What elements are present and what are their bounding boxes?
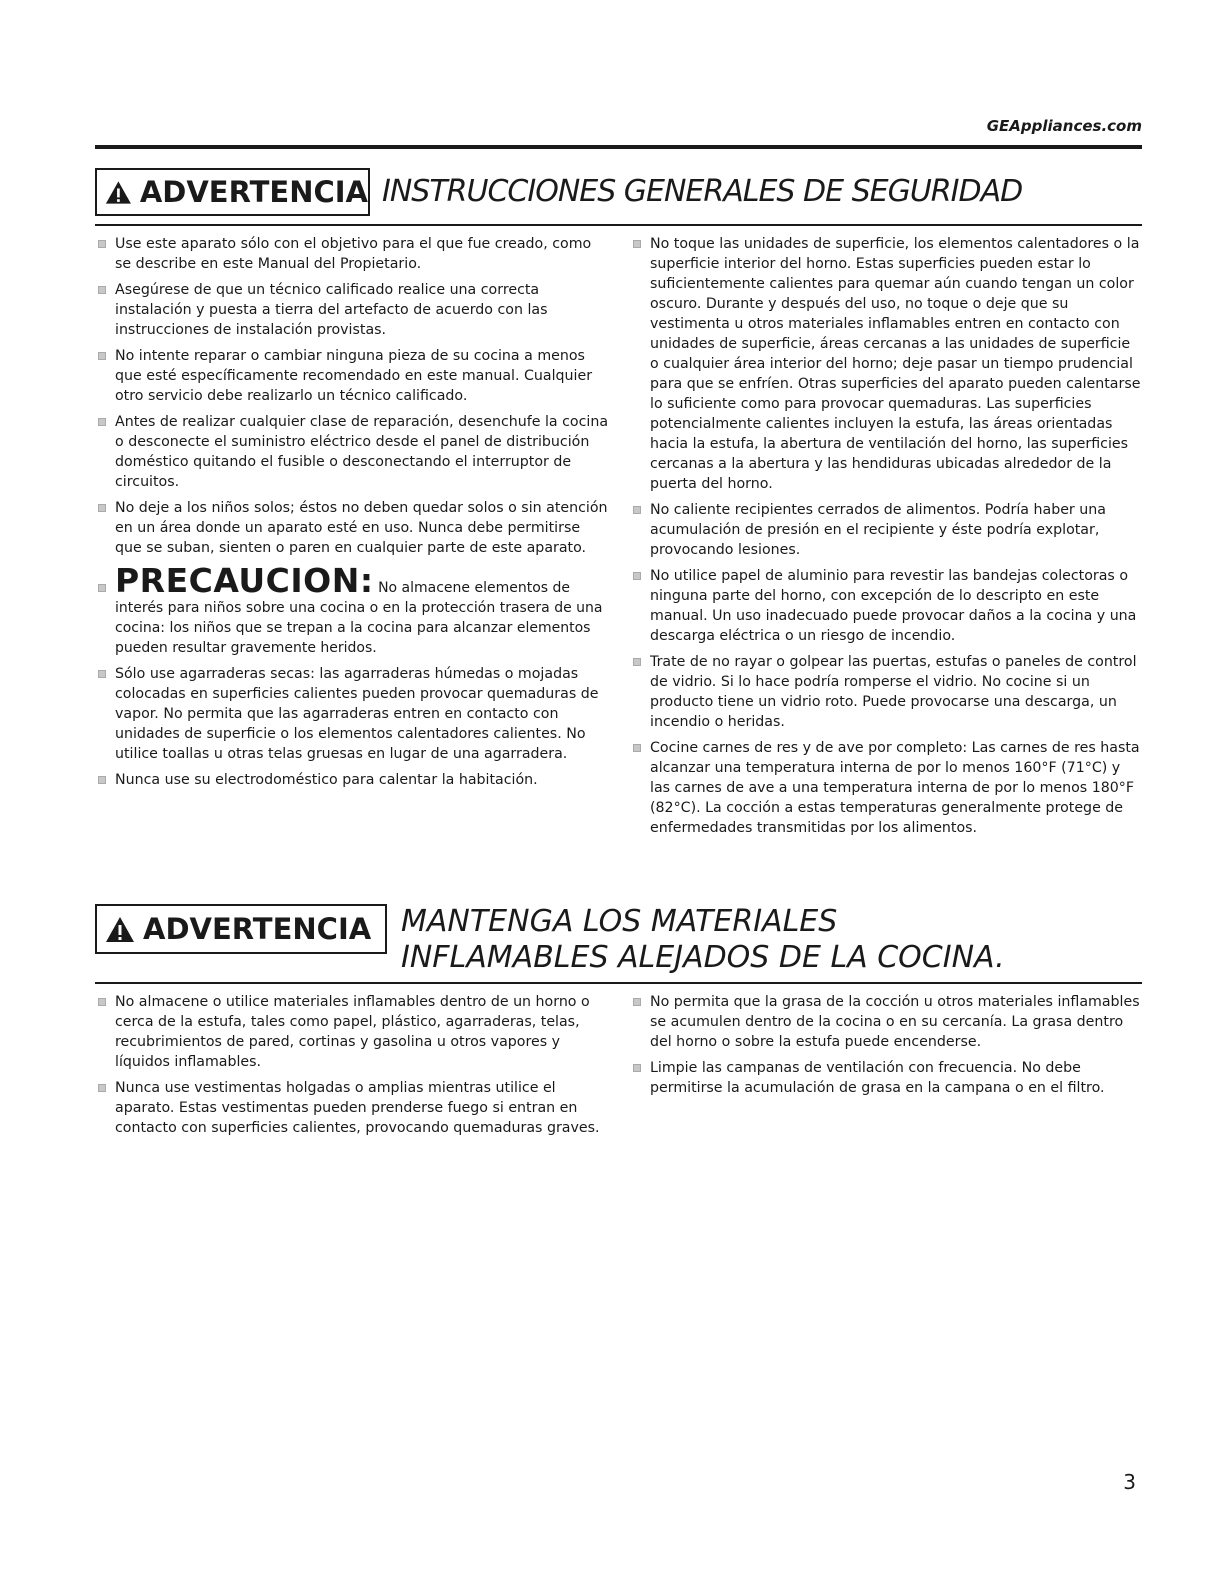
- list-item: Nunca use su electrodoméstico para calentar la habitación.: [95, 770, 610, 790]
- list-item: Use este aparato sólo con el objetivo para el que fue creado, como se describe en este Manual del Propietario.: [95, 234, 610, 274]
- page-number: 3: [1123, 1470, 1136, 1494]
- list-item: No permita que la grasa de la cocción u otros materiales inflamables se acumulen dentro de la cocina o en su cercanía. La grasa dentro del horno o sobre la estufa puede encenderse.: [630, 992, 1142, 1052]
- bullet-icon: [98, 504, 106, 512]
- bullet-icon: [98, 776, 106, 784]
- section2-right-column: [630, 992, 1142, 1104]
- bullet-icon: [633, 506, 641, 514]
- section1-heading: [95, 168, 1142, 226]
- list-item: Cocine carnes de res y de ave por completo: Las carnes de res hasta alcanzar una temperatura interna de por lo menos 160°F (71°C) y las carnes de ave a una temperatura interna de por lo menos 180°F (82°C). La cocción a estas temperaturas generalmente protege de enfermedades transmitidas por los alimentos.: [630, 738, 1142, 838]
- caution-label: PRECAUCION:: [115, 561, 374, 600]
- list-item: No toque las unidades de superficie, los elementos calentadores o la superficie interior del horno. Estas superficies pueden estar lo suficientemente calientes para quemar aún cuando tengan un color oscuro. Durante y después del uso, no toque o deje que su vestimenta u otros materiales inflamables entren en contacto con unidades de superficie, áreas cercanas a las unidades de superficie o cualquier área interior del horno; deje pasar un tiempo prudencial para que se enfríen. Otras superficies del aparato pueden calentarse lo suficiente como para provocar quemaduras. Las superficies potencialmente calientes incluyen la estufa, las áreas orientadas hacia la estufa, la abertura de ventilación del horno, las superficies cercanas a la abertura y las hendiduras ubicadas alrededor de la puerta del horno.: [630, 234, 1142, 494]
- list-item: Limpie las campanas de ventilación con frecuencia. No debe permitirse la acumulación de grasa en la campana o en el filtro.: [630, 1058, 1142, 1098]
- list-item: No caliente recipientes cerrados de alimentos. Podría haber una acumulación de presión en el recipiente y éste podría explotar, provocando lesiones.: [630, 500, 1142, 560]
- warning-triangle-icon: [105, 916, 135, 943]
- list-item: No utilice papel de aluminio para revestir las bandejas colectoras o ninguna parte del horno, con excepción de lo descripto en este manual. Un uso inadecuado puede provocar daños a la cocina y una descarga eléctrica o un riesgo de incendio.: [630, 566, 1142, 646]
- bullet-icon: [633, 998, 641, 1006]
- section1-title: INSTRUCCIONES GENERALES DE SEGURIDAD: [382, 174, 1023, 209]
- list-item: No almacene o utilice materiales inflamables dentro de un horno o cerca de la estufa, tales como papel, plástico, agarraderas, telas, recubrimientos de pared, cortinas y gasolina u otros vapores y líquidos inflamables.: [95, 992, 610, 1072]
- list-item: Sólo use agarraderas secas: las agarraderas húmedas o mojadas colocadas en superficies calientes pueden provocar quemaduras de vapor. No permita que las agarraderas entren en contacto con unidades de superficie o los elementos calentadores calientes. No utilice toallas u otras telas gruesas en lugar de una agarradera.: [95, 664, 610, 764]
- bullet-icon: [98, 240, 106, 248]
- bullet-icon: [633, 1064, 641, 1072]
- bullet-icon: [633, 572, 641, 580]
- list-item: Trate de no rayar o golpear las puertas, estufas o paneles de control de vidrio. Si lo hace podría romperse el vidrio. No cocine si un producto tiene un vidrio roto. Puede provocarse una descarga, un incendio o heridas.: [630, 652, 1142, 732]
- warning-badge: [95, 904, 387, 954]
- section2-title: [401, 904, 1005, 976]
- caution-item: [95, 561, 610, 658]
- list-item: Asegúrese de que un técnico calificado realice una correcta instalación y puesta a tierra del artefacto de acuerdo con las instrucciones de instalación provistas.: [95, 280, 610, 340]
- list-item: No intente reparar o cambiar ninguna pieza de su cocina a menos que esté específicamente recomendado en este manual. Cualquier otro servicio debe realizarlo un técnico calificado.: [95, 346, 610, 406]
- list-item: No deje a los niños solos; éstos no deben quedar solos o sin atención en un área donde un aparato esté en uso. Nunca debe permitirse que se suban, sienten o paren en cualquier parte de este aparato.: [95, 498, 610, 558]
- warning-badge: [95, 168, 370, 216]
- warning-badge-label: ADVERTENCIA: [143, 912, 372, 946]
- bullet-icon: [98, 352, 106, 360]
- list-item: Nunca use vestimentas holgadas o amplias mientras utilice el aparato. Estas vestimentas pueden prenderse fuego si entran en contacto con superficies calientes, provocando quemaduras graves.: [95, 1078, 610, 1138]
- section1-right-column: [630, 234, 1142, 844]
- section2-title-line1: MANTENGA LOS MATERIALES: [401, 904, 838, 939]
- list-item: Antes de realizar cualquier clase de reparación, desenchufe la cocina o desconecte el suministro eléctrico desde el panel de distribución doméstico quitando el fusible o desconectando el interruptor de circuitos.: [95, 412, 610, 492]
- bullet-icon: [98, 670, 106, 678]
- section2-heading: [95, 904, 1142, 984]
- section2-title-line2: INFLAMABLES ALEJADOS DE LA COCINA.: [401, 940, 1005, 975]
- bullet-icon: [98, 418, 106, 426]
- bullet-icon: [98, 286, 106, 294]
- bullet-icon: [98, 584, 106, 592]
- bullet-icon: [98, 1084, 106, 1092]
- section2-left-column: [95, 992, 610, 1144]
- caution-text: No almacene elementos de interés para niños sobre una cocina o en la protección trasera de una cocina: los niños que se trepan a la cocina para alcanzar elementos pueden resultar gravemente heridos.: [115, 580, 603, 656]
- warning-triangle-icon: [105, 179, 132, 206]
- bullet-icon: [633, 658, 641, 666]
- bullet-icon: [633, 240, 641, 248]
- bullet-icon: [633, 744, 641, 752]
- warning-badge-label: ADVERTENCIA: [139, 175, 368, 209]
- bullet-icon: [98, 998, 106, 1006]
- header-rule: [95, 145, 1142, 149]
- site-url: GEAppliances.com: [986, 117, 1142, 135]
- section1-left-column: [95, 234, 610, 796]
